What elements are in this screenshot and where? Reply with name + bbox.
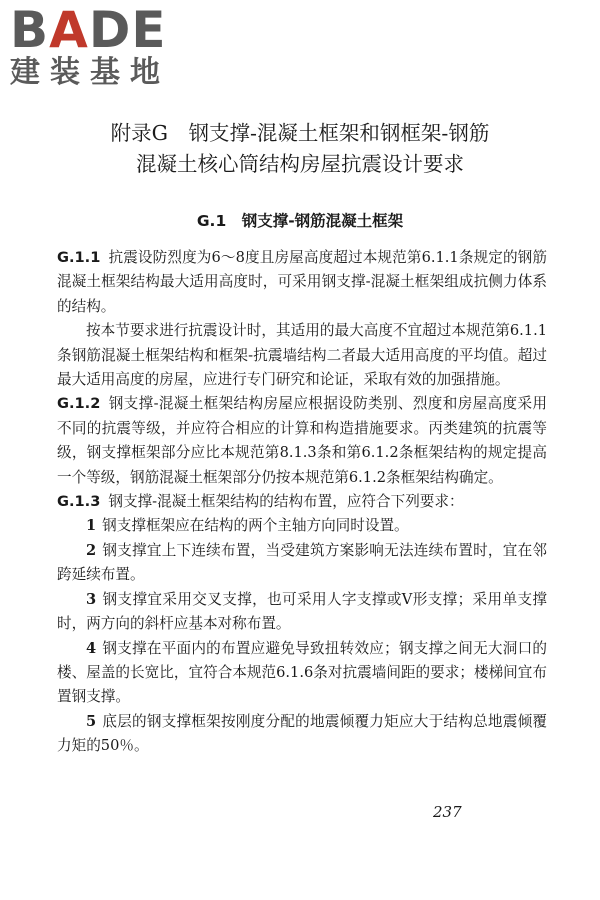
clause-number: G.1.1 — [57, 249, 101, 266]
appendix-title — [40, 118, 560, 180]
item-text: 钢支撑宜采用交叉支撑，也可采用人字支撑或V形支撑；采用单支撑时，两方向的斜杆应基本对称布置。 — [57, 590, 547, 633]
logo-brand-chinese: 建装基地 — [10, 55, 170, 90]
clause-g-1-1 — [57, 246, 547, 319]
list-item — [57, 588, 547, 637]
clause-g-1-2 — [57, 392, 547, 490]
list-item — [57, 637, 547, 710]
title-line-1: 附录G 钢支撑-混凝土框架和钢框架-钢筋 — [110, 121, 490, 145]
document-body — [57, 246, 547, 759]
title-line-2: 混凝土核心筒结构房屋抗震设计要求 — [136, 152, 464, 176]
item-text: 底层的钢支撑框架按刚度分配的地震倾覆力矩应大于结构总地震倾覆力矩的50％。 — [57, 712, 547, 755]
page-number: 237 — [433, 803, 462, 821]
item-number: 4 — [86, 639, 97, 657]
item-number: 1 — [86, 517, 97, 535]
clause-text: 抗震设防烈度为6～8度且房屋高度超过本规范第6.1.1条规定的钢筋混凝土框架结构最大适用高度时，可采用钢支撑-混凝土框架组成抗侧力体系的结构。 — [57, 249, 547, 315]
clause-number: G.1.2 — [57, 395, 101, 413]
item-number: 2 — [86, 541, 97, 559]
item-text: 钢支撑在平面内的布置应避免导致扭转效应；钢支撑之间无大洞口的楼、屋盖的长宽比，宜符合本规范6.1.6条对抗震墙间距的要求；楼梯间宜布置钢支撑。 — [57, 639, 547, 706]
item-number: 5 — [86, 712, 97, 730]
list-item — [57, 539, 547, 588]
item-text: 钢支撑宜上下连续布置，当受建筑方案影响无法连续布置时，宜在邻跨延续布置。 — [57, 541, 547, 584]
clause-text: 钢支撑-混凝土框架结构的结构布置，应符合下列要求： — [108, 493, 464, 511]
item-text: 钢支撑框架应在结构的两个主轴方向同时设置。 — [102, 517, 409, 535]
list-item — [57, 514, 547, 538]
bade-logo — [10, 1, 180, 90]
logo-brand-text: BADE — [10, 1, 167, 59]
section-heading: G.1 钢支撑-钢筋混凝土框架 — [196, 212, 404, 230]
clause-text: 钢支撑-混凝土框架结构房屋应根据设防类别、烈度和房屋高度采用不同的抗震等级，并应符合相应的计算和构造措施要求。丙类建筑的抗震等级，钢支撑框架部分应比本规范第8.1.3条和第6.1.2条框架结构的规定提高一个等级，钢筋混凝土框架部分仍按本规范第6.1.2条框架结构确定。 — [57, 395, 547, 486]
list-item — [57, 710, 547, 759]
clause-note: 按本节要求进行抗震设计时，其适用的最大高度不宜超过本规范第6.1.1条钢筋混凝土框架结构和框架-抗震墙结构二者最大适用高度的平均值。超过最大适用高度的房屋，应进行专门研究和论证，采取有效的加强措施。 — [57, 322, 547, 389]
clause-number: G.1.3 — [57, 493, 101, 511]
item-number: 3 — [86, 590, 97, 608]
clause-g-1-3 — [57, 490, 547, 514]
